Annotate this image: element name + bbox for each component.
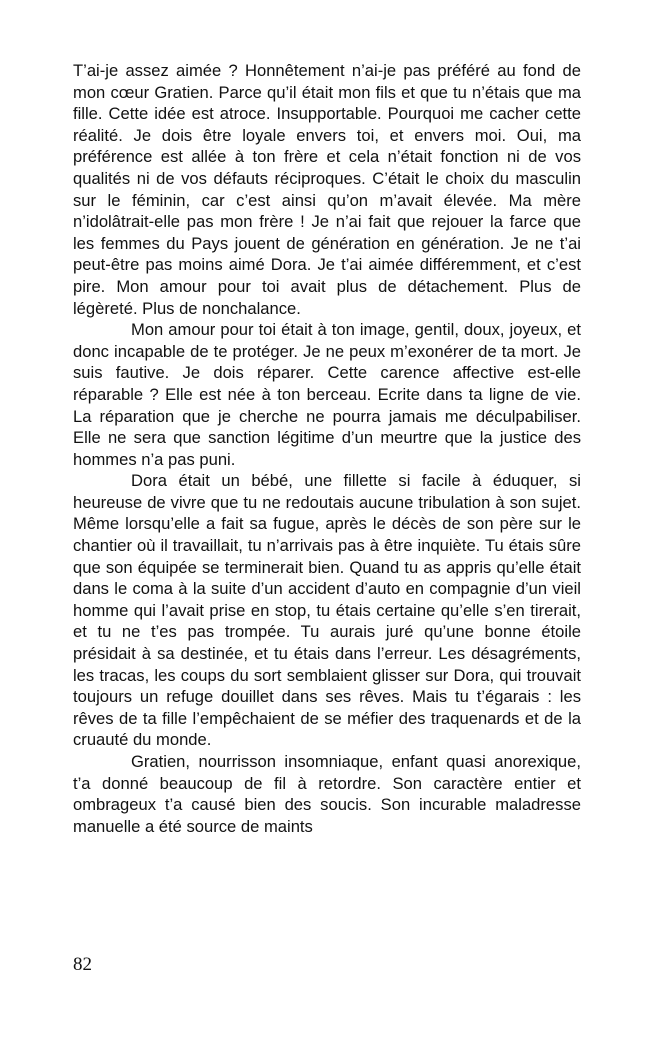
page-body bbox=[73, 60, 581, 837]
paragraph-4: Gratien, nourrisson insomniaque, enfant quasi anorexique, t’a donné beaucoup de fil à retordre. Son caractère entier et ombrageux t’a causé bien des soucis. Son incurable maladresse manuelle a été source de maints bbox=[73, 752, 581, 836]
paragraph-1: T’ai-je assez aimée ? Honnêtement n’ai-je pas préféré au fond de mon cœur Gratien. Parce qu’il était mon fils et que tu n’étais que ma fille. Cette idée est atroce. Insupportable. Pourquoi me cacher cette réalité. Je dois être loyale envers toi, et envers moi. Oui, ma préférence est allée à ton frère et cela n’était fonction ni de vos qualités ni de vos défauts réciproques. C’était le choix du masculin sur le féminin, car c’est ainsi qu’on m’avait élevée. Ma mère n’idolâtrait-elle pas mon frère ! Je n’ai fait que rejouer la farce que les femmes du Pays jouent de génération en génération. Je ne t’ai peut-être pas moins aimé Dora. Je t’ai aimée différemment, et c’est pire. Mon amour pour toi avait plus de détachement. Plus de légèreté. Plus de nonchalance. bbox=[73, 61, 581, 318]
paragraph-2: Mon amour pour toi était à ton image, gentil, doux, joyeux, et donc incapable de te protéger. Je ne peux m’exonérer de ta mort. Je suis fautive. Je dois réparer. Cette carence affective est-elle réparable ? Elle est née à ton berceau. Ecrite dans ta ligne de vie. La réparation que je cherche ne pourra jamais me déculpabiliser. Elle ne sera que sanction légitime d’un meurtre que la justice des hommes n’a pas puni. bbox=[73, 320, 581, 469]
paragraph-3: Dora était un bébé, une fillette si facile à éduquer, si heureuse de vivre que tu ne redoutais aucune tribulation à son sujet. Même lorsqu’elle a fait sa fugue, après le décès de son père sur le chantier où il travaillait, tu n’arrivais pas à être inquiète. Tu étais sûre que son équipée se terminerait bien. Quand tu as appris qu’elle était dans le coma à la suite d’un accident d’auto en compagnie d’un vieil homme qui l’avait prise en stop, tu étais certaine qu’elle s’en tirerait, et tu ne t’es pas trompée. Tu aurais juré qu’une bonne étoile présidait à sa destinée, et tu étais dans l’erreur. Les désagréments, les tracas, les coups du sort semblaient glisser sur Dora, qui trouvait toujours un refuge douillet dans ses rêves. Mais tu t’égarais : les rêves de ta fille l’empêchaient de se méfier des traquenards et de la cruauté du monde. bbox=[73, 471, 581, 750]
page-number: 82 bbox=[73, 954, 92, 975]
